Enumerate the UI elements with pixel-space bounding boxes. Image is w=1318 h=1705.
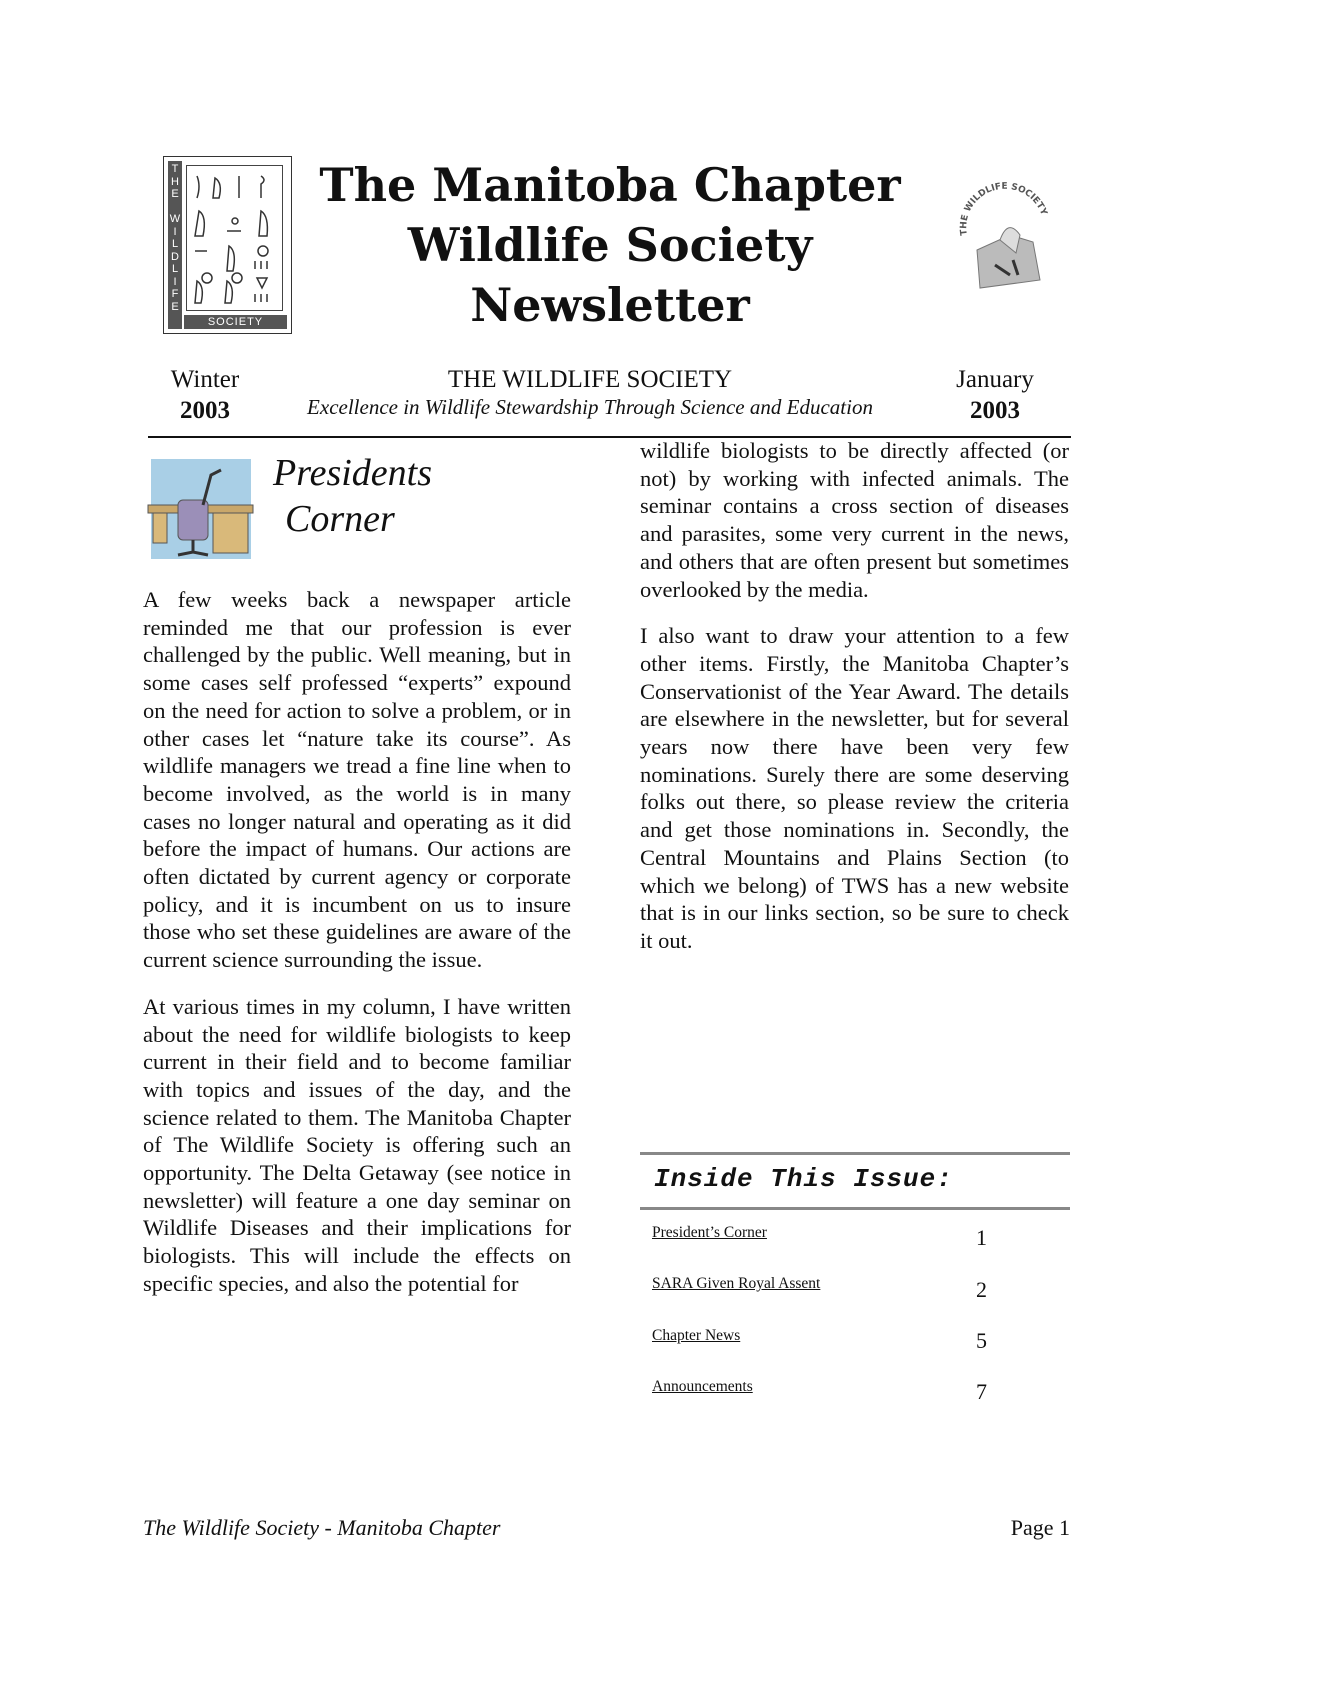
paragraph: At various times in my column, I have written about the need for wildlife biologists to keep current in their field and to become familiar with topics and issues of the day, and the science related to them. The Manitoba Chapter of The Wildlife Society is offering such an opportunity. The Delta Getaway (see notice in newsletter) will feature a one day seminar on Wildlife Diseases and their implications for biologists. This will include the effects on specific species, and also the potential for xyxy=(143,993,571,1296)
desk-clipart-icon xyxy=(143,455,258,565)
toc-link-chapter-news[interactable]: Chapter News xyxy=(652,1327,741,1344)
presidents-corner-heading xyxy=(273,450,432,542)
toc-bottom-rule xyxy=(640,1207,1070,1210)
title-line: Wildlife Society xyxy=(407,218,813,272)
toc-link-sara[interactable]: SARA Given Royal Assent xyxy=(652,1275,821,1292)
season-year: 2003 xyxy=(180,397,230,424)
paragraph: wildlife biologists to be directly affected (or not) by working with infected animals. The seminar contains a cross section of diseases and parasites, some very current in the news, and others that are often present but sometimes overlooked by the media. xyxy=(640,438,1069,602)
toc-top-rule xyxy=(640,1152,1070,1155)
right-column xyxy=(640,437,1069,974)
svg-text:THE WILDLIFE SOCIETY xyxy=(959,182,1049,236)
page-number: Page 1 xyxy=(1010,1515,1070,1540)
heading-line: Corner xyxy=(285,498,395,540)
toc-page-number: 2 xyxy=(976,1277,987,1302)
left-column xyxy=(143,586,571,1317)
month-year: 2003 xyxy=(970,397,1020,424)
logo-ring-text: THE WILDLIFE SOCIETY xyxy=(959,181,1049,236)
footer-publication: The Wildlife Society - Manitoba Chapter xyxy=(143,1515,501,1540)
issue-season xyxy=(155,364,255,426)
hieroglyph-panel xyxy=(186,165,283,311)
newsletter-title xyxy=(300,155,920,335)
toc-heading: Inside This Issue: xyxy=(654,1164,953,1194)
paragraph: A few weeks back a newspaper article reminded me that our profession is ever challenged by the public. Well meaning, but in some cases self professed “experts” expound on the need for action to solve a problem, or in other cases let “nature take its course”. As wildlife managers we tread a fine line when to become involved, as the world is in many cases no longer natural and operating as it did before the impact of humans. Our actions are often dictated by current agency or corporate policy, and it is incumbent on us to insure those who set these guidelines are aware of the current science surrounding the issue. xyxy=(143,587,571,973)
wildlife-society-logo xyxy=(163,156,292,334)
society-tagline: Excellence in Wildlife Stewardship Through Science and Education xyxy=(307,395,873,419)
issue-date xyxy=(935,364,1055,426)
paragraph: I also want to draw your attention to a few other items. Firstly, the Manitoba Chapter’s Conservationist of the Year Award. The details are elsewhere in the newsletter, but for several years now there have been very few nominations. Surely there are some deserving folks out there, so please review the criteria and get those nominations in. Secondly, the Central Mountains and Plains Section (to which we belong) of TWS has a new website that is in our links section, so be sure to check it out. xyxy=(640,623,1069,953)
hieroglyphs-icon xyxy=(187,166,284,310)
logo-bottom-text: SOCIETY xyxy=(184,315,287,329)
season-label: Winter xyxy=(170,366,240,393)
heading-line: Presidents xyxy=(273,452,433,494)
title-line: Newsletter xyxy=(470,278,750,332)
month-label: January xyxy=(956,366,1034,393)
toc-page-number: 7 xyxy=(976,1379,987,1404)
society-header xyxy=(255,364,925,419)
toc-link-presidents-corner[interactable]: President’s Corner xyxy=(652,1224,767,1241)
toc-link-announcements[interactable]: Announcements xyxy=(652,1378,753,1395)
manitoba-chapter-logo xyxy=(955,180,1050,295)
toc-page-number: 1 xyxy=(976,1225,987,1250)
society-name: THE WILDLIFE SOCIETY xyxy=(447,366,733,393)
title-line: The Manitoba Chapter xyxy=(319,158,901,212)
toc-page-number: 5 xyxy=(976,1328,987,1353)
logo-vertical-text: T H E W I L D L I F E xyxy=(168,161,182,329)
